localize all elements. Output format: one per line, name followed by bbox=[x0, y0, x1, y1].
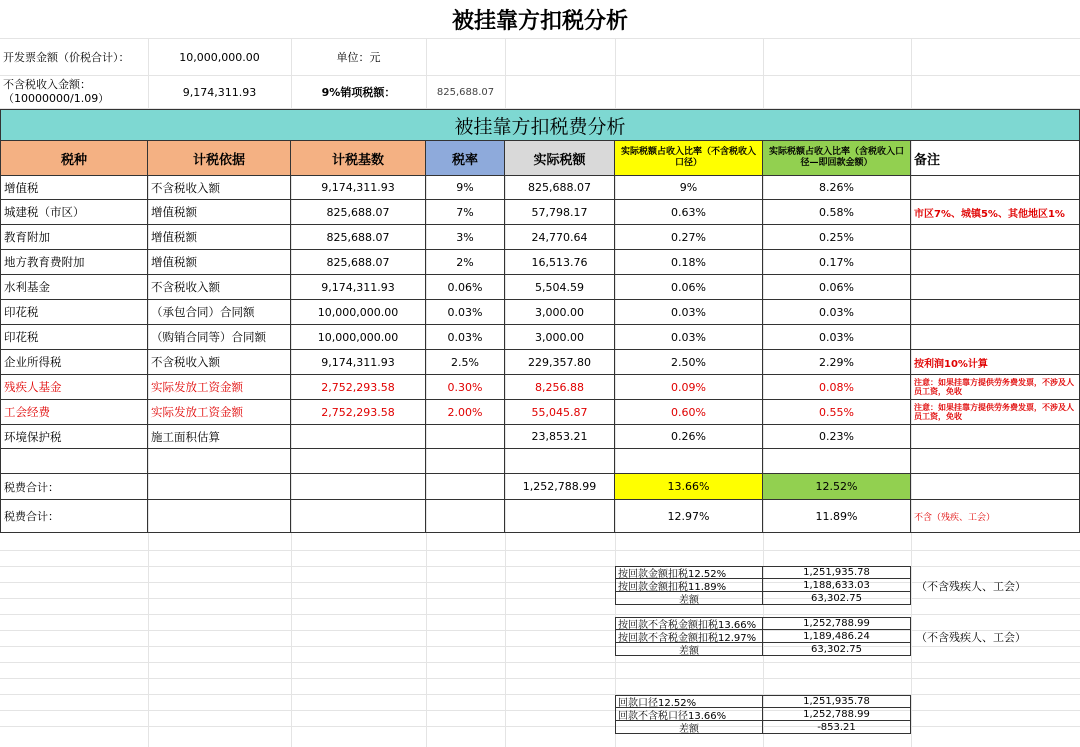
row-11-tax-basis[interactable]: 施工面积估算 bbox=[148, 425, 291, 449]
total1-actual[interactable]: 1,252,788.99 bbox=[505, 474, 615, 500]
row-12-ratio-incl[interactable] bbox=[763, 449, 911, 474]
total2-ratio-incl[interactable]: 11.89% bbox=[763, 500, 911, 533]
side-g3-value-3[interactable]: -853.21 bbox=[763, 721, 911, 734]
gridline-horizontal bbox=[0, 726, 1080, 727]
side-g2-note-2[interactable]: （不含残疾人、工会） bbox=[916, 630, 1026, 643]
gridline-horizontal bbox=[0, 694, 1080, 695]
row-11-tax-base[interactable] bbox=[291, 425, 426, 449]
row-1-note[interactable] bbox=[911, 176, 1080, 200]
row-9-ratio-incl[interactable]: 0.08% bbox=[763, 375, 911, 400]
row-10-tax-base[interactable]: 2,752,293.58 bbox=[291, 400, 426, 425]
row-3-note[interactable] bbox=[911, 225, 1080, 250]
row-8-ratio-excl[interactable]: 2.50% bbox=[615, 350, 763, 375]
row-1-tax-base[interactable]: 9,174,311.93 bbox=[291, 176, 426, 200]
total2-rate[interactable] bbox=[426, 500, 505, 533]
row-9-tax-rate[interactable]: 0.30% bbox=[426, 375, 505, 400]
side-g1-label-1[interactable]: 按回款金额扣税12.52% bbox=[615, 566, 763, 579]
row-5-tax-basis[interactable]: 不含税收入额 bbox=[148, 275, 291, 300]
row-9-tax-basis[interactable]: 实际发放工资金额 bbox=[148, 375, 291, 400]
row-5-ratio-excl[interactable]: 0.06% bbox=[615, 275, 763, 300]
row-8-note[interactable]: 按利润10%计算 bbox=[911, 350, 1080, 375]
row-12-tax-base[interactable] bbox=[291, 449, 426, 474]
row-3-actual-tax[interactable]: 24,770.64 bbox=[505, 225, 615, 250]
row-12-ratio-excl[interactable] bbox=[615, 449, 763, 474]
row-6-tax-rate[interactable]: 0.03% bbox=[426, 300, 505, 325]
total1-rate[interactable] bbox=[426, 474, 505, 500]
row-10-tax-basis[interactable]: 实际发放工资金额 bbox=[148, 400, 291, 425]
excl-income-value[interactable]: 9,174,311.93 bbox=[182, 85, 257, 99]
row-11-actual-tax[interactable]: 23,853.21 bbox=[505, 425, 615, 449]
row-12-tax-rate[interactable] bbox=[426, 449, 505, 474]
row-6-note[interactable] bbox=[911, 300, 1080, 325]
header-actual-tax[interactable]: 实际税额 bbox=[505, 141, 615, 176]
row-8-tax-type[interactable]: 企业所得税 bbox=[0, 350, 148, 375]
row-3-tax-basis[interactable]: 增值税额 bbox=[148, 225, 291, 250]
row-7-tax-type[interactable]: 印花税 bbox=[0, 325, 148, 350]
row-4-note[interactable] bbox=[911, 250, 1080, 275]
vat-output-value[interactable]: 825,688.07 bbox=[436, 86, 495, 98]
table-title[interactable]: 被挂靠方扣税费分析 bbox=[0, 109, 1080, 141]
total2-basis[interactable] bbox=[148, 500, 291, 533]
row-2-ratio-excl[interactable]: 0.63% bbox=[615, 200, 763, 225]
row-3-tax-rate[interactable]: 3% bbox=[426, 225, 505, 250]
row-7-tax-rate[interactable]: 0.03% bbox=[426, 325, 505, 350]
row-10-tax-type[interactable]: 工会经费 bbox=[0, 400, 148, 425]
row-6-ratio-incl[interactable]: 0.03% bbox=[763, 300, 911, 325]
invoice-amount-label[interactable]: 开发票金额（价税合计）： bbox=[3, 51, 130, 64]
row-5-note[interactable] bbox=[911, 275, 1080, 300]
row-6-tax-basis[interactable]: （承包合同）合同额 bbox=[148, 300, 291, 325]
row-1-actual-tax[interactable]: 825,688.07 bbox=[505, 176, 615, 200]
row-8-ratio-incl[interactable]: 2.29% bbox=[763, 350, 911, 375]
total1-label[interactable]: 税费合计： bbox=[0, 474, 148, 500]
row-2-actual-tax[interactable]: 57,798.17 bbox=[505, 200, 615, 225]
header-ratio-incl[interactable]: 实际税额占收入比率（含税收入口径—即回款金额） bbox=[763, 141, 911, 176]
row-4-tax-base[interactable]: 825,688.07 bbox=[291, 250, 426, 275]
row-11-tax-type[interactable]: 环境保护税 bbox=[0, 425, 148, 449]
row-6-ratio-excl[interactable]: 0.03% bbox=[615, 300, 763, 325]
side-g2-value-1[interactable]: 1,252,788.99 bbox=[763, 617, 911, 630]
total1-base[interactable] bbox=[291, 474, 426, 500]
side-g3-value-2[interactable]: 1,252,788.99 bbox=[763, 708, 911, 721]
row-8-tax-rate[interactable]: 2.5% bbox=[426, 350, 505, 375]
row-12-actual-tax[interactable] bbox=[505, 449, 615, 474]
header-tax-base[interactable]: 计税基数 bbox=[291, 141, 426, 176]
row-8-actual-tax[interactable]: 229,357.80 bbox=[505, 350, 615, 375]
row-10-actual-tax[interactable]: 55,045.87 bbox=[505, 400, 615, 425]
side-g1-label-3[interactable]: 差额 bbox=[615, 592, 763, 605]
side-g3-label-3[interactable]: 差额 bbox=[615, 721, 763, 734]
row-1-tax-basis[interactable]: 不含税收入额 bbox=[148, 176, 291, 200]
excl-income-label-line2: （10000000/1.09） bbox=[3, 92, 110, 105]
total2-ratio-excl[interactable]: 12.97% bbox=[615, 500, 763, 533]
row-9-actual-tax[interactable]: 8,256.88 bbox=[505, 375, 615, 400]
gridline-horizontal bbox=[0, 614, 1080, 615]
row-10-tax-rate[interactable]: 2.00% bbox=[426, 400, 505, 425]
row-8-tax-basis[interactable]: 不含税收入额 bbox=[148, 350, 291, 375]
row-2-ratio-incl[interactable]: 0.58% bbox=[763, 200, 911, 225]
row-11-note[interactable] bbox=[911, 425, 1080, 449]
gridline-horizontal bbox=[0, 566, 1080, 567]
row-9-tax-base[interactable]: 2,752,293.58 bbox=[291, 375, 426, 400]
row-1-ratio-incl[interactable]: 8.26% bbox=[763, 176, 911, 200]
row-11-ratio-excl[interactable]: 0.26% bbox=[615, 425, 763, 449]
gridline-horizontal bbox=[0, 38, 1080, 39]
vat-output-label[interactable]: 9%销项税额： bbox=[321, 86, 396, 99]
side-g1-value-2[interactable]: 1,188,633.03 bbox=[763, 579, 911, 592]
row-6-tax-base[interactable]: 10,000,000.00 bbox=[291, 300, 426, 325]
side-g3-label-2[interactable]: 回款不含税口径13.66% bbox=[615, 708, 763, 721]
row-4-ratio-incl[interactable]: 0.17% bbox=[763, 250, 911, 275]
row-10-note[interactable]: 注意：如果挂靠方提供劳务费发票，不涉及人员工资，免收 bbox=[911, 400, 1080, 425]
row-4-actual-tax[interactable]: 16,513.76 bbox=[505, 250, 615, 275]
total1-basis[interactable] bbox=[148, 474, 291, 500]
total1-ratio-excl[interactable]: 13.66% bbox=[615, 474, 763, 500]
page-title[interactable]: 被挂靠方扣税分析 bbox=[451, 8, 628, 34]
row-5-ratio-incl[interactable]: 0.06% bbox=[763, 275, 911, 300]
row-3-tax-base[interactable]: 825,688.07 bbox=[291, 225, 426, 250]
row-6-actual-tax[interactable]: 3,000.00 bbox=[505, 300, 615, 325]
row-3-ratio-incl[interactable]: 0.25% bbox=[763, 225, 911, 250]
row-7-tax-base[interactable]: 10,000,000.00 bbox=[291, 325, 426, 350]
gridline-horizontal bbox=[0, 598, 1080, 599]
row-10-ratio-incl[interactable]: 0.55% bbox=[763, 400, 911, 425]
side-g1-value-1[interactable]: 1,251,935.78 bbox=[763, 566, 911, 579]
header-tax-type[interactable]: 税种 bbox=[0, 141, 148, 176]
row-9-ratio-excl[interactable]: 0.09% bbox=[615, 375, 763, 400]
row-1-ratio-excl[interactable]: 9% bbox=[615, 176, 763, 200]
row-9-tax-type[interactable]: 残疾人基金 bbox=[0, 375, 148, 400]
row-4-tax-type[interactable]: 地方教育费附加 bbox=[0, 250, 148, 275]
side-g1-note-2[interactable]: （不含残疾人、工会） bbox=[916, 579, 1026, 592]
row-5-tax-base[interactable]: 9,174,311.93 bbox=[291, 275, 426, 300]
row-2-tax-type[interactable]: 城建税（市区） bbox=[0, 200, 148, 225]
row-9-note[interactable]: 注意：如果挂靠方提供劳务费发票，不涉及人员工资，免收 bbox=[911, 375, 1080, 400]
row-4-tax-rate[interactable]: 2% bbox=[426, 250, 505, 275]
row-12-tax-type[interactable] bbox=[0, 449, 148, 474]
gridline-horizontal bbox=[0, 550, 1080, 551]
row-7-ratio-excl[interactable]: 0.03% bbox=[615, 325, 763, 350]
row-3-tax-type[interactable]: 教育附加 bbox=[0, 225, 148, 250]
side-g2-label-3[interactable]: 差额 bbox=[615, 643, 763, 656]
total2-actual[interactable] bbox=[505, 500, 615, 533]
side-g2-value-2[interactable]: 1,189,486.24 bbox=[763, 630, 911, 643]
row-8-tax-base[interactable]: 9,174,311.93 bbox=[291, 350, 426, 375]
row-12-note[interactable] bbox=[911, 449, 1080, 474]
side-g3-value-1[interactable]: 1,251,935.78 bbox=[763, 695, 911, 708]
side-g2-label-1[interactable]: 按回款不含税金额扣税13.66% bbox=[615, 617, 763, 630]
row-7-tax-basis[interactable]: （购销合同等）合同额 bbox=[148, 325, 291, 350]
row-5-tax-type[interactable]: 水利基金 bbox=[0, 275, 148, 300]
row-11-tax-rate[interactable] bbox=[426, 425, 505, 449]
header-note[interactable]: 备注 bbox=[911, 141, 1080, 176]
gridline-horizontal bbox=[0, 678, 1080, 679]
total2-label[interactable]: 税费合计： bbox=[0, 500, 148, 533]
gridline-horizontal bbox=[0, 710, 1080, 711]
header-tax-rate[interactable]: 税率 bbox=[426, 141, 505, 176]
row-3-ratio-excl[interactable]: 0.27% bbox=[615, 225, 763, 250]
row-2-tax-base[interactable]: 825,688.07 bbox=[291, 200, 426, 225]
row-1-tax-rate[interactable]: 9% bbox=[426, 176, 505, 200]
total2-base[interactable] bbox=[291, 500, 426, 533]
row-4-tax-basis[interactable]: 增值税额 bbox=[148, 250, 291, 275]
row-2-tax-basis[interactable]: 增值税额 bbox=[148, 200, 291, 225]
row-10-ratio-excl[interactable]: 0.60% bbox=[615, 400, 763, 425]
row-6-tax-type[interactable]: 印花税 bbox=[0, 300, 148, 325]
side-g1-label-2[interactable]: 按回款金额扣税11.89% bbox=[615, 579, 763, 592]
total1-ratio-incl[interactable]: 12.52% bbox=[763, 474, 911, 500]
row-7-ratio-incl[interactable]: 0.03% bbox=[763, 325, 911, 350]
row-1-tax-type[interactable]: 增值税 bbox=[0, 176, 148, 200]
header-ratio-excl[interactable]: 实际税额占收入比率（不含税收入口径） bbox=[615, 141, 763, 176]
unit-label[interactable]: 单位：元 bbox=[336, 51, 381, 64]
invoice-amount-value[interactable]: 10,000,000.00 bbox=[179, 50, 260, 64]
excl-income-label[interactable] bbox=[0, 76, 148, 108]
side-g1-value-3[interactable]: 63,302.75 bbox=[763, 592, 911, 605]
row-7-note[interactable] bbox=[911, 325, 1080, 350]
side-g2-label-2[interactable]: 按回款不含税金额扣税12.97% bbox=[615, 630, 763, 643]
total2-note[interactable]: 不含（残疾、工会） bbox=[911, 500, 1080, 533]
header-tax-basis[interactable]: 计税依据 bbox=[148, 141, 291, 176]
gridline-horizontal bbox=[0, 646, 1080, 647]
row-2-tax-rate[interactable]: 7% bbox=[426, 200, 505, 225]
side-g3-label-1[interactable]: 回款口径12.52% bbox=[615, 695, 763, 708]
row-7-actual-tax[interactable]: 3,000.00 bbox=[505, 325, 615, 350]
row-5-tax-rate[interactable]: 0.06% bbox=[426, 275, 505, 300]
row-4-ratio-excl[interactable]: 0.18% bbox=[615, 250, 763, 275]
row-12-tax-basis[interactable] bbox=[148, 449, 291, 474]
excl-income-label-line1: 不含税收入金额： bbox=[3, 78, 91, 92]
side-g2-value-3[interactable]: 63,302.75 bbox=[763, 643, 911, 656]
total1-note[interactable] bbox=[911, 474, 1080, 500]
row-5-actual-tax[interactable]: 5,504.59 bbox=[505, 275, 615, 300]
row-2-note[interactable]: 市区7%、城镇5%、其他地区1% bbox=[911, 200, 1080, 225]
gridline-horizontal bbox=[0, 662, 1080, 663]
row-11-ratio-incl[interactable]: 0.23% bbox=[763, 425, 911, 449]
